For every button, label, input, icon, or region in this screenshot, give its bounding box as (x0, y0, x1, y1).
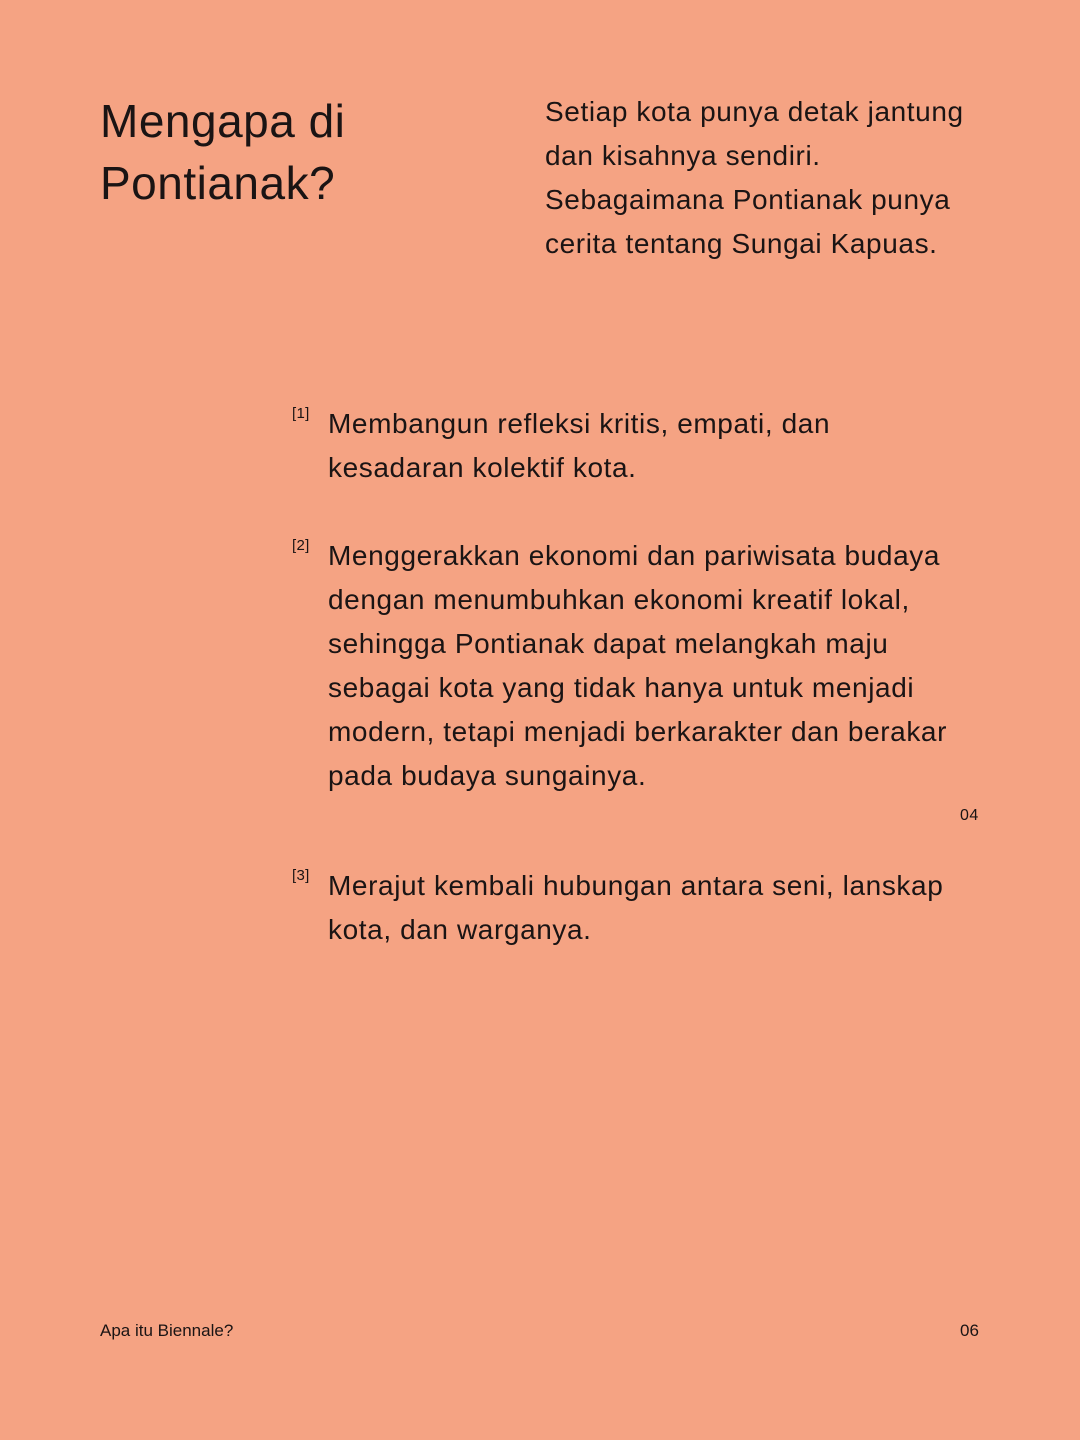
page-title: Mengapa di Pontianak? (100, 95, 346, 209)
point-text: Menggerakkan ekonomi dan pariwisata budaya dengan menumbuhkan ekonomi kreatif lokal, sehingga Pontianak dapat melangkah maju sebagai kota yang tidak hanya untuk menjadi modern, tetapi menjadi berkarakter dan berakar pada budaya sungainya. (328, 540, 948, 791)
point-item-1 (292, 402, 972, 490)
point-text: Merajut kembali hubungan antara seni, lanskap kota, dan warganya. (328, 870, 944, 945)
point-item-3 (292, 864, 972, 952)
footer-page-number: 06 (960, 1321, 979, 1340)
intro-paragraph: Setiap kota punya detak jantung dan kisahnya sendiri. Sebagaimana Pontianak punya cerita tentang Sungai Kapuas. (545, 96, 964, 259)
point-number: [3] (292, 867, 310, 884)
points-list (292, 402, 972, 952)
point-number: [1] (292, 405, 310, 422)
point-number: [2] (292, 537, 310, 554)
point-item-2 (292, 534, 972, 798)
side-number: 04 (960, 807, 979, 824)
point-text: Membangun refleksi kritis, empati, dan kesadaran kolektif kota. (328, 408, 831, 483)
footer-section-label: Apa itu Biennale? (100, 1321, 234, 1340)
